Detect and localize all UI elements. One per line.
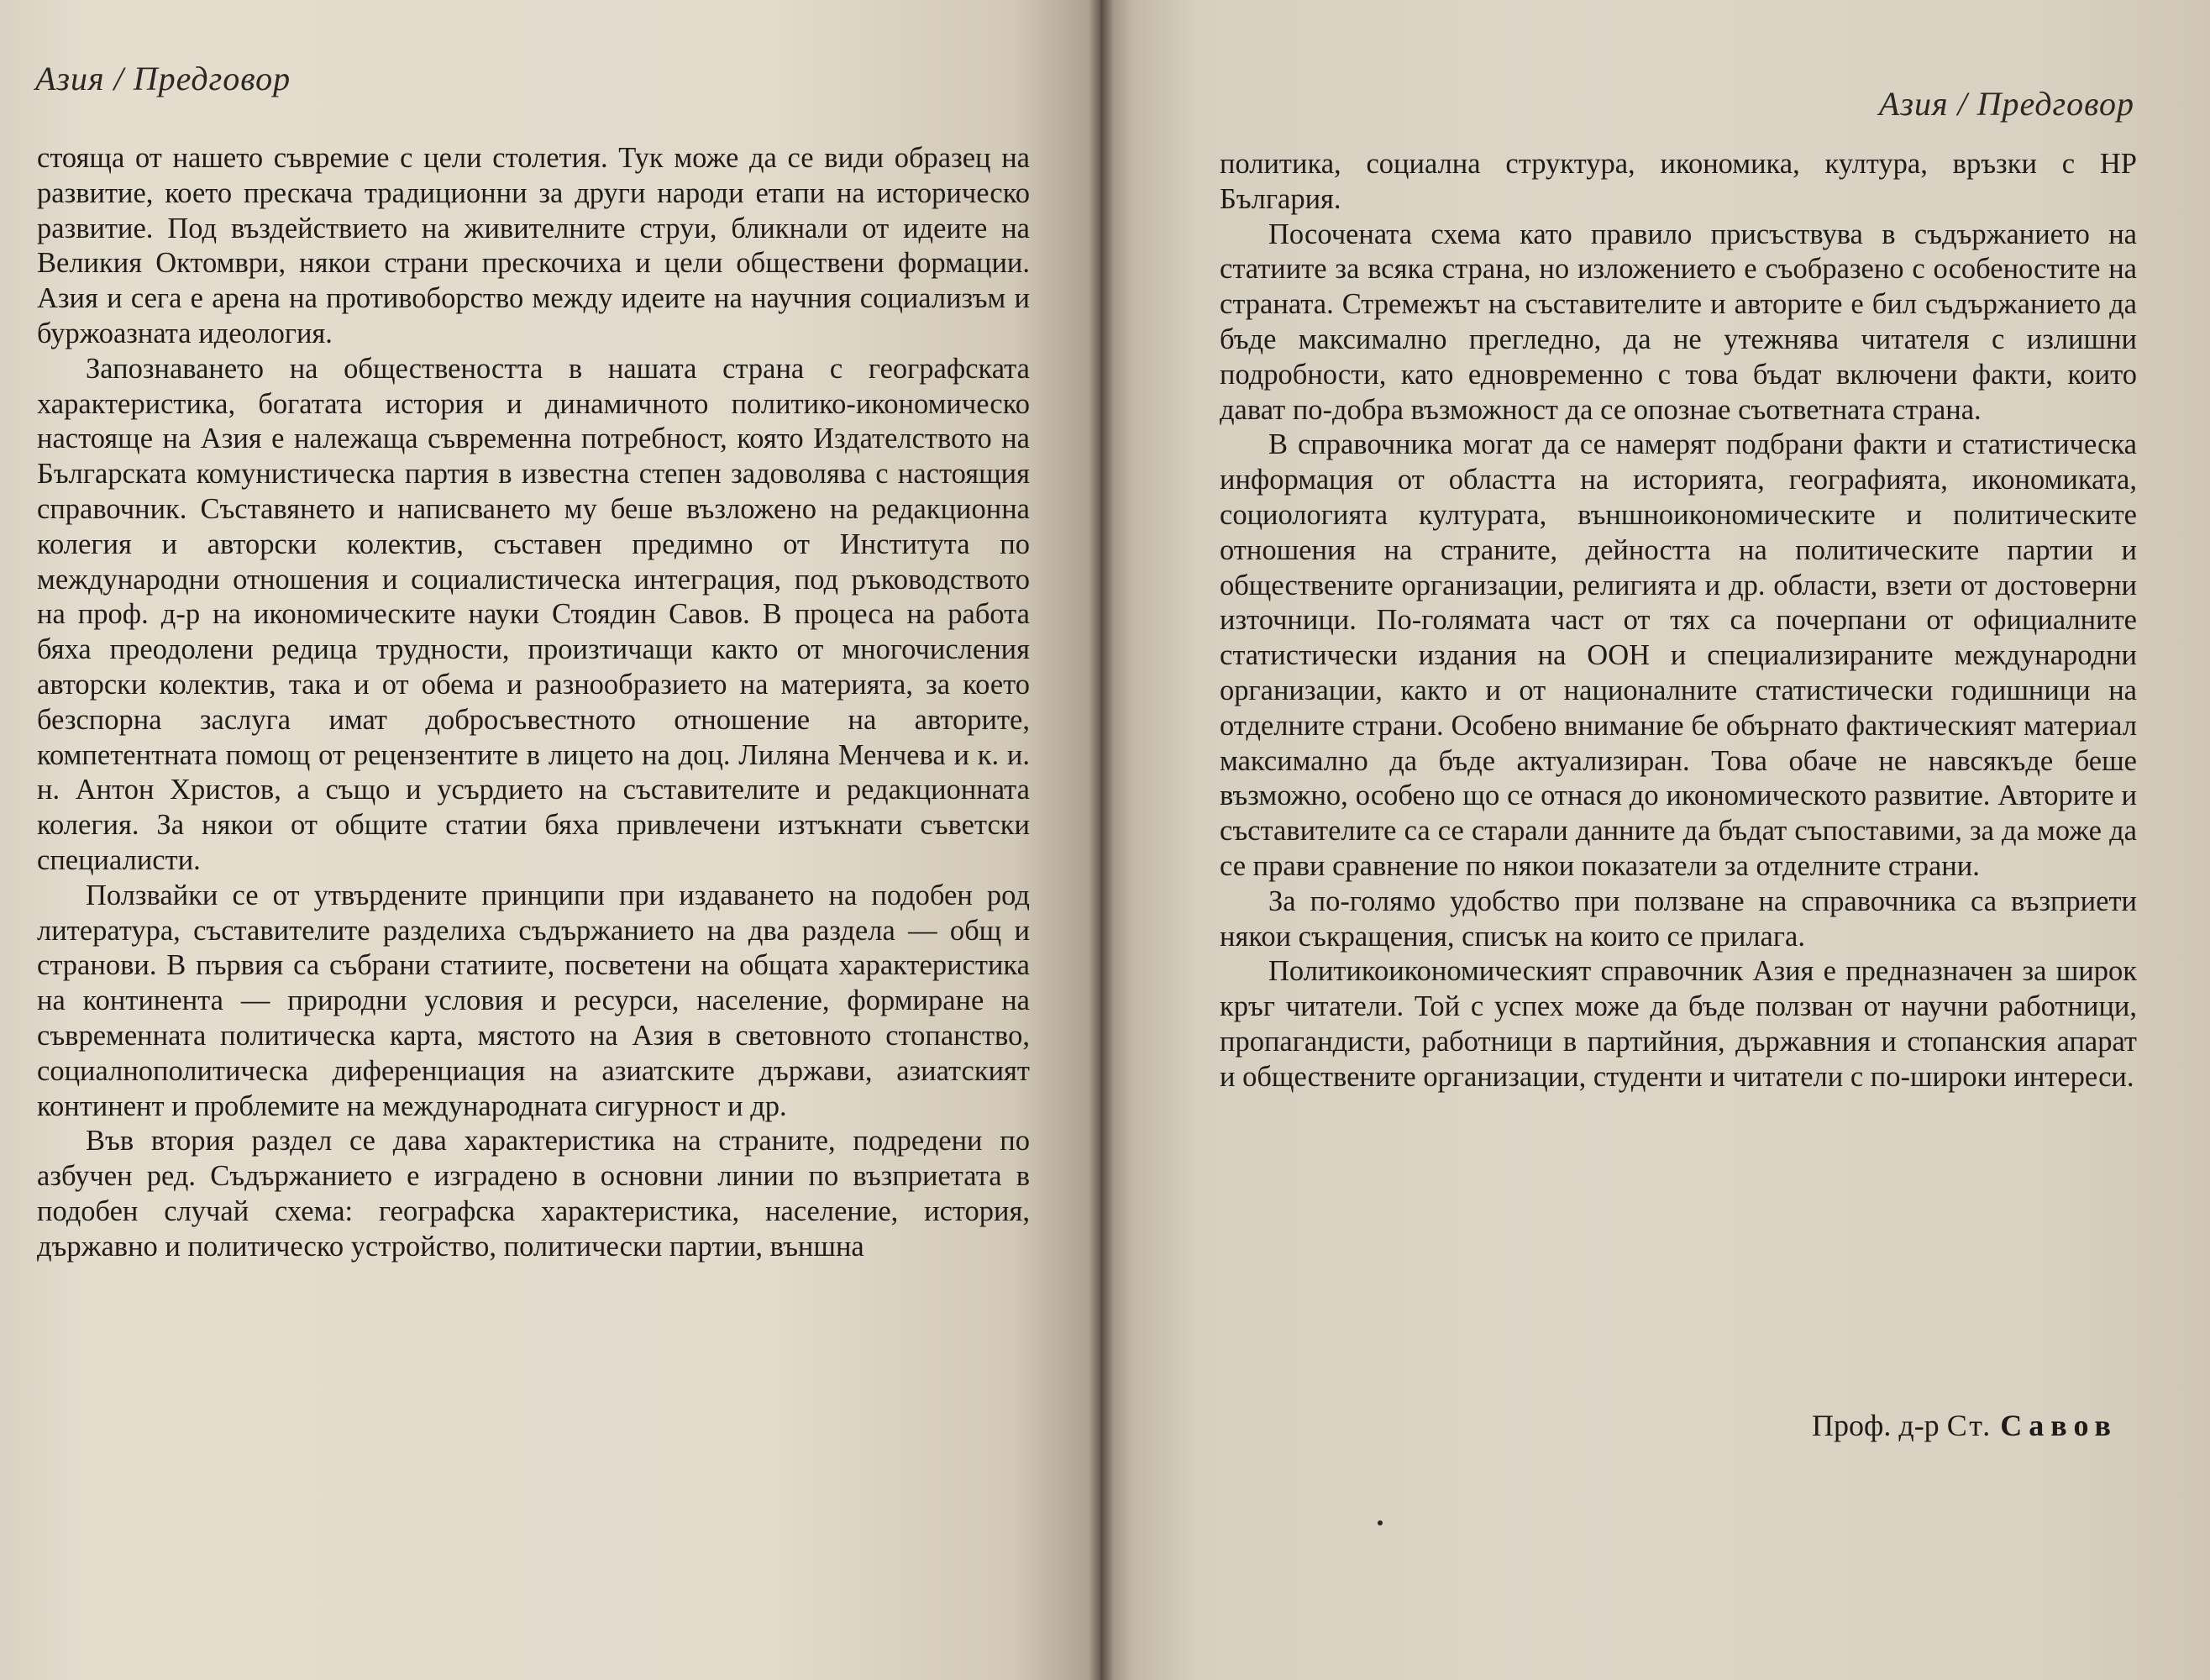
left-page-body <box>37 141 1030 1265</box>
running-head-right: Азия / Предговор <box>1878 85 2134 123</box>
paragraph: Ползвайки се от утвърдените принципи при издаването на подобен род литература, съставителите разделиха съдържанието на два раздела — общ и странови. В първия са събрани статиите, посветени на общата характеристика на континента — природни условия и ресурси, население, формиране на съвременната политическа карта, мястото на Азия в световното стопанство, социалнополитическа диференциация на азиатските държави, азиатският континент и проблемите на международната сигурност и др. <box>37 879 1030 1122</box>
signature-initial: Ст. <box>1946 1409 1993 1442</box>
right-page-body <box>1220 147 2137 1095</box>
signature-surname: Савов <box>2000 1409 2118 1442</box>
paragraph: Запознаването на обществеността в нашата страна с географската характеристика, богатата история и динамичното политико-икономическо настояще на Азия е належаща съвременна потребност, която Издателството на Българската комунистическа партия в известна степен задоволява с настоящия справочник. Съставянето и написването му беше възложено на редакционна колегия и авторски колектив, съставен предимно от Института по международни отношения и социалистическа интеграция, под ръководството на проф. д-р на икономическите науки Стоядин Савов. В процеса на работа бяха преодолени редица трудности, произтичащи както от многочисления авторски колектив, така и от обема и разнообразието на материята, за което безспорна заслуга имат добросъвестното отношение на авторите, компетентната помощ от рецензентите в лицето на доц. Лиляна Менчева и к. и. н. Антон Христов, а също и усърдието на съставителите и редакционната колегия. За някои от общите статии бяха привлечени изтъкнати съветски специалисти. <box>37 352 1030 876</box>
running-head-left: Азия / Предговор <box>35 60 291 97</box>
author-signature <box>1812 1408 2118 1443</box>
ink-speck <box>1378 1520 1383 1525</box>
paragraph: Посочената схема като правило присъствува в съдържанието на статиите за всяка страна, но изложението е съобразено с особеностите на страната. Стремежът на съставителите и авторите е бил съдържанието да бъде максимално прегледно, да не утежнява читателя с излишни подробности, като едновременно с това бъдат включени факти, които дават по-добра възможност да се опознае съответната страна. <box>1220 218 2137 426</box>
paragraph: За по-голямо удобство при ползване на справочника са възприети някои съкращения, списък на които се прилага. <box>1220 885 2137 953</box>
paragraph: стояща от нашето съвремие с цели столетия. Тук може да се види образец на развитие, което прескача традиционни за други народи етапи на историческо развитие. Под въздействието на живителните струи, бликнали от идеите на Великия Октомври, някои страни прескочиха и цели обществени формации. Азия и сега е арена на противоборство между идеите на научния социализъм и буржоазната идеология. <box>37 142 1030 349</box>
paragraph: В справочника могат да се намерят подбрани факти и статистическа информация от областта на историята, географията, икономиката, социологията културата, външноикономическите и политическите отношения на страните, дейността на политическите партии и обществените организации, религията и др. области, взети от достоверни източници. По-голямата част от тях са почерпани от официалните статистически издания на ООН и специализираните международни организации, както и от националните статистически годишници на отделните страни. Особено внимание бе обърнато фактическият материал максимално да бъде актуализиран. Това обаче не навсякъде беше възможно, особено що се отнася до икономическото развитие. Авторите и съставителите са се старали данните да бъдат съпоставими, за да може да се прави сравнение по някои показатели за отделните страни. <box>1220 428 2137 882</box>
book-gutter-shadow <box>1089 0 1114 1680</box>
paragraph: Политикоикономическият справочник Азия е предназначен за широк кръг читатели. Той с успех може да бъде ползван от научни работници, пропагандисти, работници в партийния, държавния и стопанския апарат и обществените организации, студенти и читатели с по-широки интереси. <box>1220 955 2137 1093</box>
paragraph: Във втория раздел се дава характеристика на страните, подредени по азбучен ред. Съдържанието е изградено в основни линии по възприетата в подобен случай схема: географска характеристика, население, история, държавно и политическо устройство, политически партии, външна <box>37 1125 1030 1263</box>
left-page <box>0 0 1100 1680</box>
right-page <box>1100 0 2210 1680</box>
signature-title: Проф. д-р <box>1812 1409 1940 1442</box>
paragraph: политика, социална структура, икономика, култура, връзки с НР България. <box>1220 148 2137 215</box>
